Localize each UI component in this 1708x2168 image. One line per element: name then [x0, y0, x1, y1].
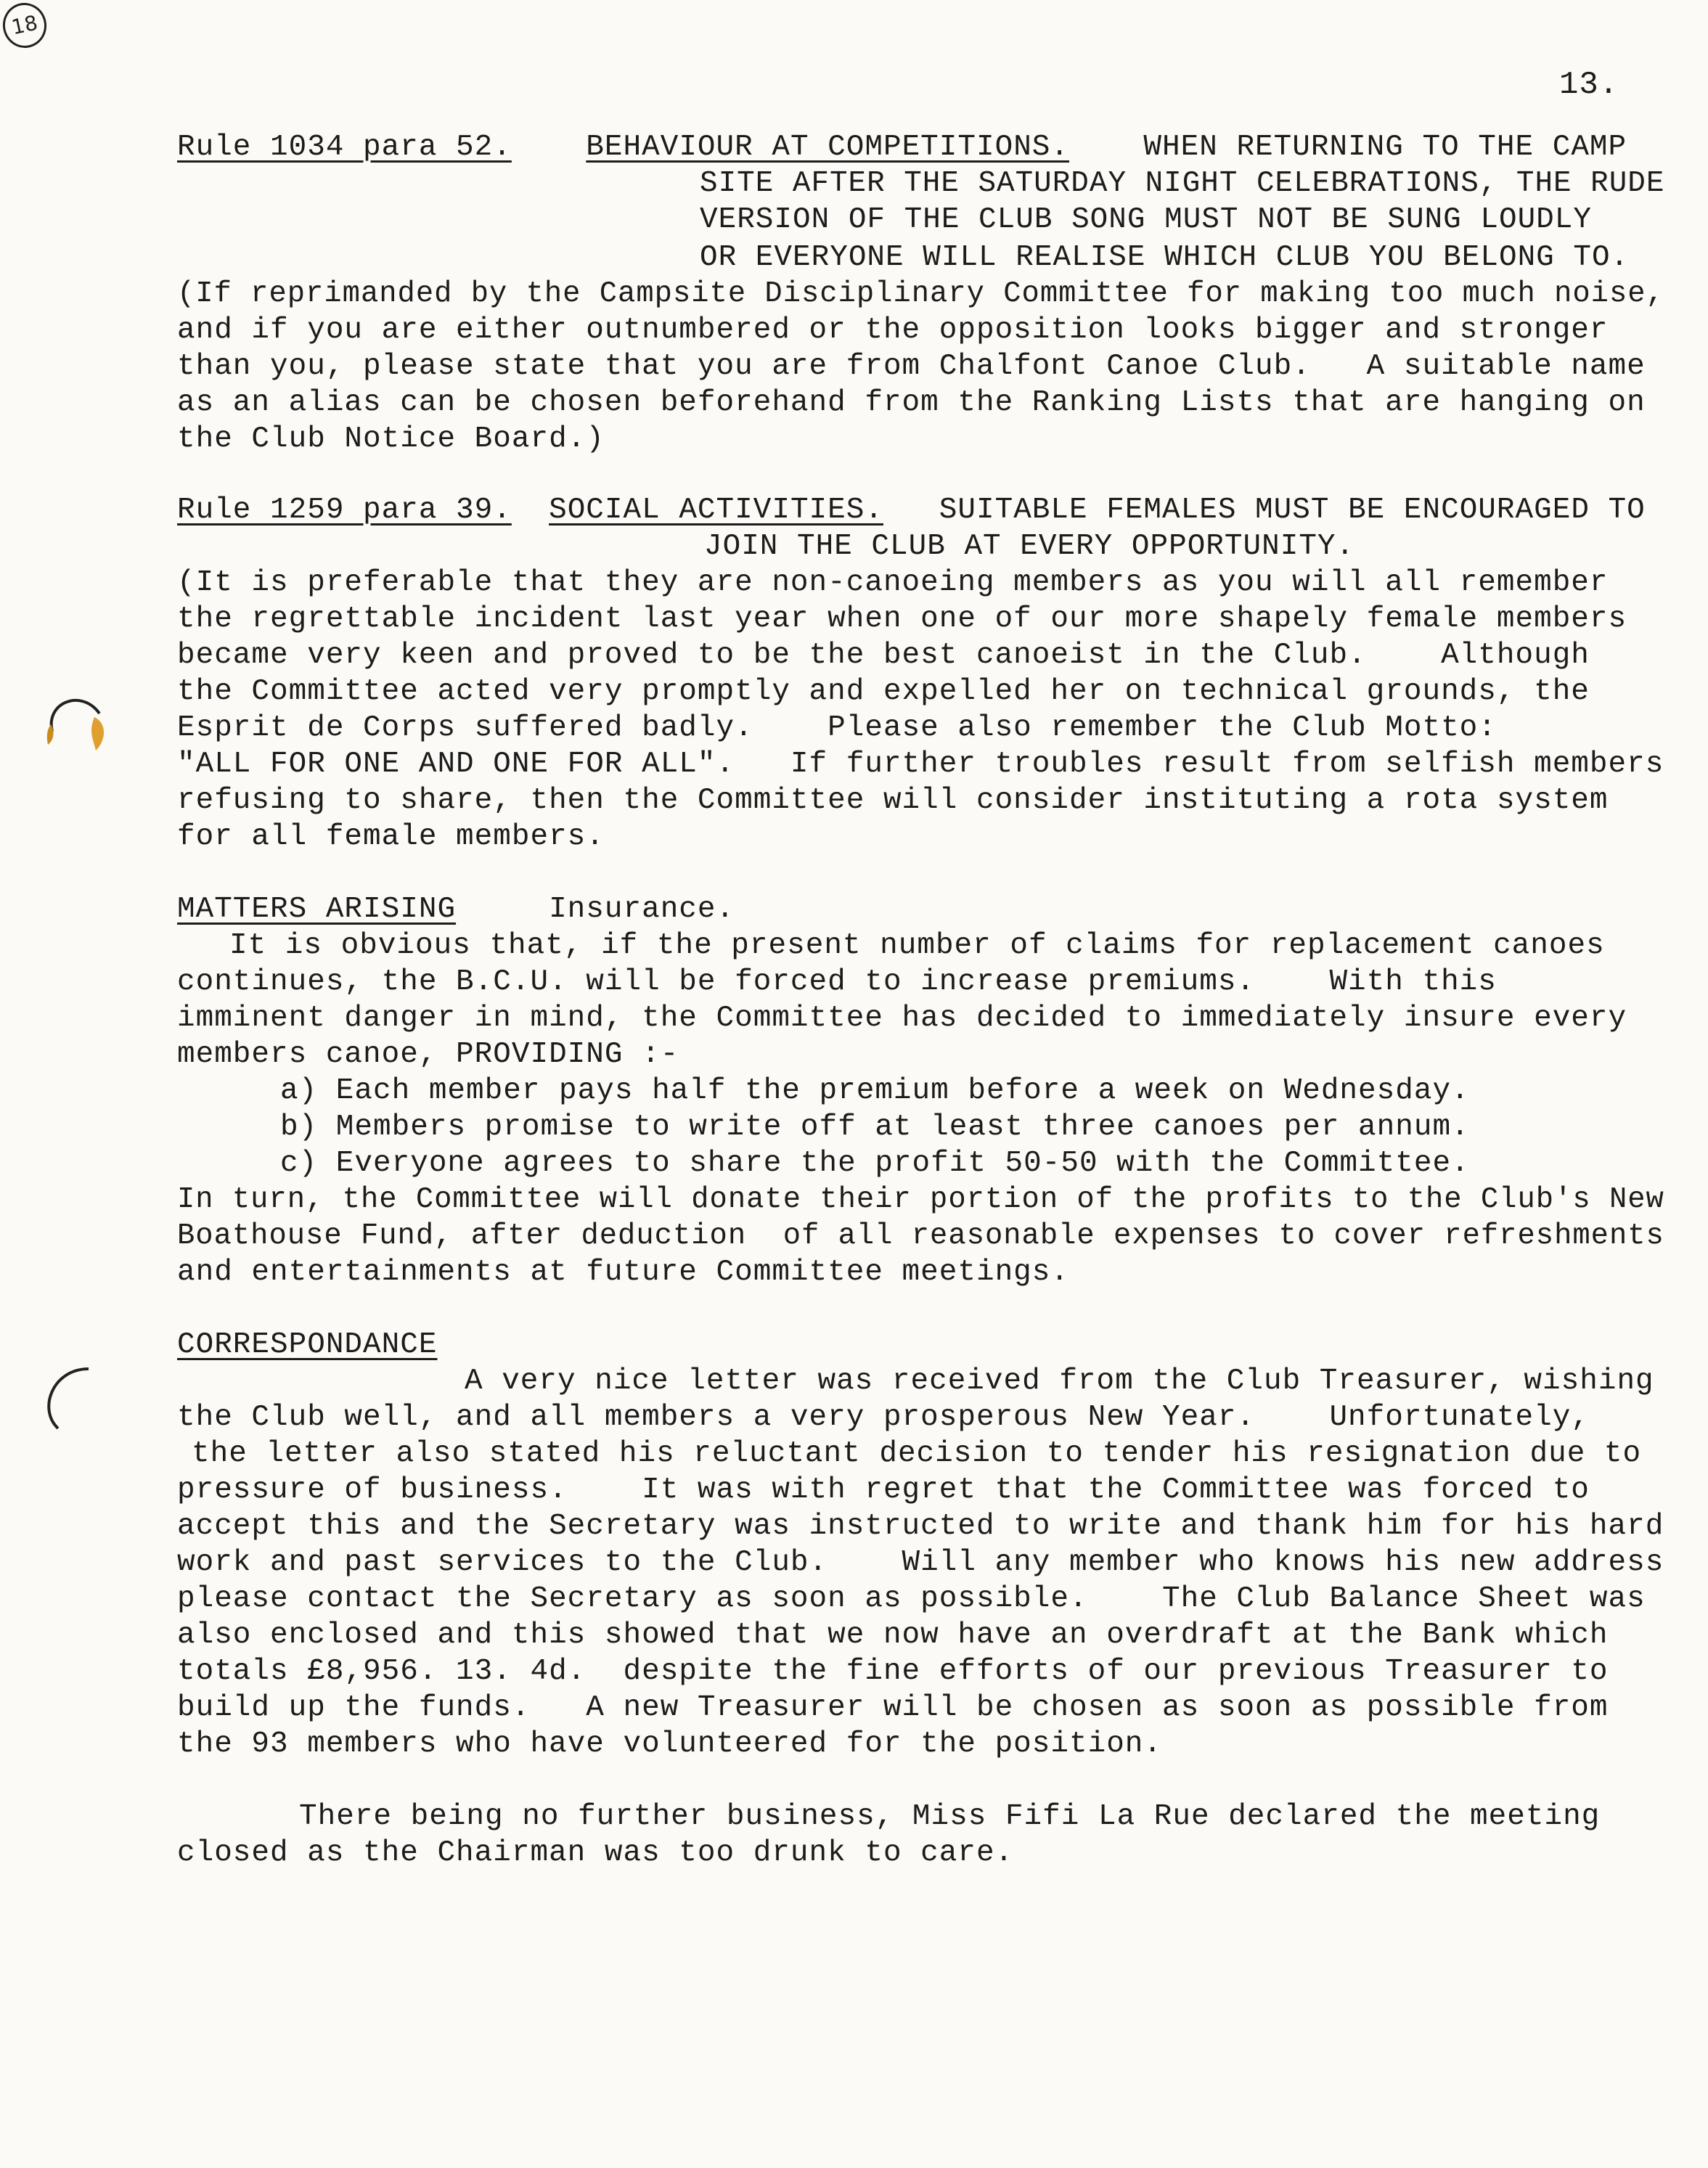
- text-segment: the regrettable incident last year when one of our more shapely female members: [177, 602, 1627, 636]
- text-segment: WHEN RETURNING TO THE CAMP: [1069, 131, 1627, 164]
- text-line: [704, 528, 1354, 565]
- text-line: [177, 1254, 1069, 1290]
- text-segment: the Club well, and all members a very prosperous New Year. Unfortunately,: [177, 1401, 1590, 1434]
- text-line: [177, 637, 1590, 674]
- text-segment: (It is preferable that they are non-canoeing members as you will all remember: [177, 566, 1609, 600]
- underlined-heading: Rule 1259 para 39.: [177, 494, 512, 527]
- text-segment: than you, please state that you are from Chalfont Canoe Club. A suitable name: [177, 350, 1646, 383]
- text-line: [177, 1653, 1609, 1690]
- text-segment: [512, 131, 586, 164]
- text-line: [177, 674, 1590, 710]
- text-segment: became very keen and proved to be the best canoeist in the Club. Although: [177, 639, 1590, 672]
- text-segment: refusing to share, then the Committee will consider instituting a rota system: [177, 784, 1609, 817]
- underlined-heading: MATTERS ARISING: [177, 893, 457, 926]
- text-line: [177, 348, 1646, 385]
- text-line: [229, 928, 1605, 964]
- text-line: [177, 1690, 1609, 1726]
- underlined-heading: CORRESPONDANCE: [177, 1328, 438, 1362]
- text-line: [177, 1000, 1627, 1036]
- text-segment: SITE AFTER THE SATURDAY NIGHT CELEBRATIONS, THE RUDE: [700, 167, 1665, 200]
- text-line: [700, 202, 1592, 238]
- text-segment: "ALL FOR ONE AND ONE FOR ALL". If further troubles result from selfish members: [177, 748, 1664, 781]
- text-segment: the Committee acted very promptly and expelled her on technical grounds, the: [177, 675, 1590, 708]
- text-line: [177, 312, 1609, 348]
- text-line: [177, 1472, 1590, 1508]
- text-segment: Esprit de Corps suffered badly. Please also remember the Club Motto:: [177, 711, 1497, 745]
- text-line: [280, 1145, 1470, 1182]
- text-line: [177, 421, 605, 457]
- text-segment: (If reprimanded by the Campsite Disciplinary Committee for making too much noise,: [177, 277, 1664, 311]
- text-segment: SUITABLE FEMALES MUST BE ENCOURAGED TO: [883, 494, 1646, 527]
- text-segment: Boathouse Fund, after deduction of all reasonable expenses to cover refreshments: [177, 1219, 1664, 1253]
- text-segment: c) Everyone agrees to share the profit 50-50 with the Committee.: [280, 1147, 1470, 1180]
- text-segment: the 93 members who have volunteered for the position.: [177, 1727, 1163, 1761]
- text-segment: please contact the Secretary as soon as possible. The Club Balance Sheet was: [177, 1582, 1646, 1616]
- text-line: [177, 782, 1609, 819]
- text-line: [177, 1399, 1590, 1436]
- underlined-heading: BEHAVIOUR AT COMPETITIONS.: [586, 131, 1070, 164]
- text-segment: for all female members.: [177, 820, 605, 854]
- text-segment: work and past services to the Club. Will any member who knows his new address: [177, 1546, 1664, 1579]
- text-line: [177, 1835, 1013, 1871]
- text-line: [177, 129, 1627, 165]
- text-segment: Insurance.: [456, 893, 735, 926]
- text-line: [177, 1327, 437, 1363]
- text-segment: There being no further business, Miss Fifi La Rue declared the meeting: [299, 1800, 1601, 1833]
- text-line: [177, 1617, 1609, 1653]
- text-line: [177, 492, 1646, 528]
- text-line: [465, 1363, 1654, 1399]
- text-line: [177, 1508, 1664, 1545]
- underlined-heading: SOCIAL ACTIVITIES.: [549, 494, 883, 527]
- text-segment: and entertainments at future Committee meetings.: [177, 1256, 1069, 1289]
- text-segment: the Club Notice Board.): [177, 422, 605, 456]
- text-line: [177, 1218, 1664, 1254]
- text-segment: A very nice letter was received from the Club Treasurer, wishing: [465, 1365, 1654, 1398]
- text-segment: imminent danger in mind, the Committee has decided to immediately insure every: [177, 1002, 1627, 1035]
- text-segment: In turn, the Committee will donate their portion of the profits to the Club's New: [177, 1183, 1664, 1216]
- text-line: [299, 1799, 1600, 1835]
- text-segment: pressure of business. It was with regret that the Committee was forced to: [177, 1473, 1590, 1507]
- text-line: [192, 1436, 1641, 1472]
- text-line: [177, 964, 1497, 1000]
- text-segment: continues, the B.C.U. will be forced to increase premiums. With this: [177, 965, 1497, 999]
- text-segment: b) Members promise to write off at least three canoes per annum.: [280, 1110, 1470, 1144]
- text-line: [177, 746, 1664, 782]
- punch-hole-top: [38, 681, 118, 761]
- text-line: [280, 1109, 1470, 1145]
- text-line: [177, 601, 1627, 637]
- page-number: 13.: [1559, 67, 1619, 103]
- text-line: [700, 165, 1664, 202]
- text-segment: also enclosed and this showed that we now have an overdraft at the Bank which: [177, 1619, 1609, 1652]
- text-line: [177, 385, 1646, 421]
- underlined-heading: Rule 1034 para 52.: [177, 131, 512, 164]
- text-line: [177, 819, 605, 855]
- text-segment: the letter also stated his reluctant decision to tender his resignation due to: [192, 1437, 1642, 1470]
- text-line: [177, 1581, 1646, 1617]
- text-line: [280, 1073, 1470, 1109]
- text-segment: It is obvious that, if the present number of claims for replacement canoes: [229, 929, 1605, 962]
- text-line: [177, 891, 735, 928]
- text-line: [177, 1036, 679, 1073]
- text-segment: accept this and the Secretary was instructed to write and thank him for his hard: [177, 1510, 1664, 1543]
- text-line: [177, 276, 1664, 312]
- punch-hole-bottom: [38, 1359, 103, 1439]
- text-line: [177, 1545, 1664, 1581]
- text-segment: OR EVERYONE WILL REALISE WHICH CLUB YOU BELONG TO.: [700, 241, 1630, 274]
- text-line: [177, 710, 1497, 746]
- text-segment: VERSION OF THE CLUB SONG MUST NOT BE SUNG LOUDLY: [700, 203, 1592, 237]
- text-line: [177, 1726, 1162, 1762]
- text-segment: JOIN THE CLUB AT EVERY OPPORTUNITY.: [704, 530, 1355, 563]
- text-segment: as an alias can be chosen beforehand from the Ranking Lists that are hanging on: [177, 386, 1646, 420]
- text-segment: totals £8,956. 13. 4d. despite the fine efforts of our previous Treasurer to: [177, 1655, 1609, 1688]
- text-segment: and if you are either outnumbered or the opposition looks bigger and stronger: [177, 314, 1609, 347]
- text-segment: a) Each member pays half the premium before a week on Wednesday.: [280, 1074, 1470, 1108]
- text-line: [700, 240, 1629, 276]
- text-line: [177, 565, 1609, 601]
- text-segment: members canoe, PROVIDING :-: [177, 1038, 679, 1071]
- text-segment: build up the funds. A new Treasurer will be chosen as soon as possible from: [177, 1691, 1609, 1725]
- text-segment: closed as the Chairman was too drunk to care.: [177, 1836, 1014, 1870]
- text-line: [177, 1182, 1664, 1218]
- circled-page-mark: 18: [0, 0, 51, 52]
- text-segment: [512, 494, 549, 527]
